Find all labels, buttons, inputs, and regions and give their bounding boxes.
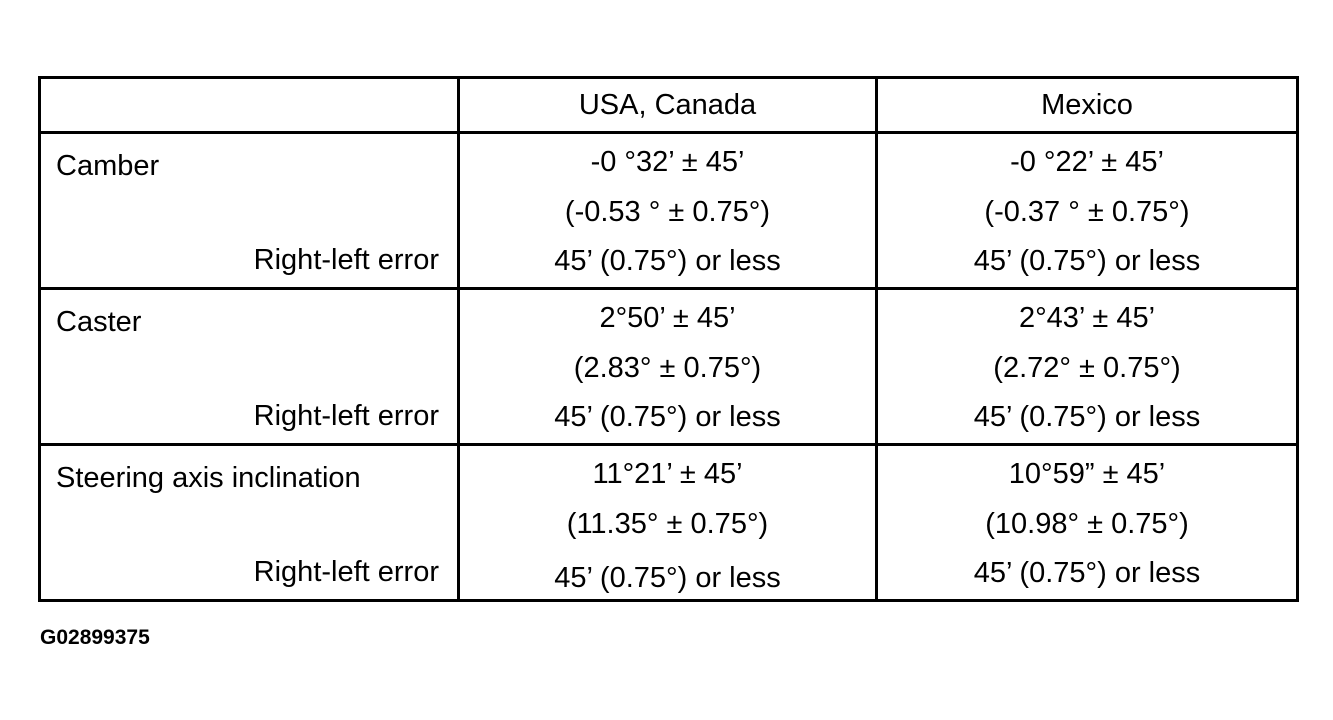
nominal-value: -0 °32’ ± 45’ xyxy=(590,146,745,178)
decimal-value: (-0.37 ° ± 0.75°) xyxy=(984,196,1190,228)
table-row-camber xyxy=(40,133,1298,289)
value-cell-usa xyxy=(459,133,877,289)
nominal-value: -0 °22’ ± 45’ xyxy=(1010,146,1164,178)
value-cell-mexico xyxy=(877,445,1298,601)
table-row-steering-axis-inclination xyxy=(40,445,1298,601)
param-name: Steering axis inclination xyxy=(56,462,361,494)
decimal-value: (2.83° ± 0.75°) xyxy=(573,352,762,384)
right-left-error-value: 45’ (0.75°) or less xyxy=(973,557,1201,589)
decimal-value: (10.98° ± 0.75°) xyxy=(985,508,1189,540)
value-cell-usa xyxy=(459,445,877,601)
nominal-value: 2°43’ ± 45’ xyxy=(1018,302,1156,334)
param-sub-label: Right-left error xyxy=(253,556,439,588)
param-sub-label: Right-left error xyxy=(253,400,439,432)
header-row xyxy=(40,78,1298,133)
param-cell xyxy=(40,445,459,601)
decimal-value: (11.35° ± 0.75°) xyxy=(566,508,769,540)
param-cell xyxy=(40,133,459,289)
param-sub-label: Right-left error xyxy=(253,244,439,276)
header-mexico: Mexico xyxy=(877,78,1298,133)
decimal-value: (-0.53 ° ± 0.75°) xyxy=(564,196,771,228)
header-usa-canada: USA, Canada xyxy=(459,78,877,133)
table-row-caster xyxy=(40,289,1298,445)
param-cell xyxy=(40,289,459,445)
nominal-value: 11°21’ ± 45’ xyxy=(592,458,743,490)
param-name: Camber xyxy=(56,150,160,182)
header-blank-cell xyxy=(40,78,459,133)
value-cell-mexico xyxy=(877,289,1298,445)
nominal-value: 10°59” ± 45’ xyxy=(1008,458,1166,490)
right-left-error-value: 45’ (0.75°) or less xyxy=(973,401,1201,433)
figure-code: G02899375 xyxy=(40,626,150,649)
right-left-error-value: 45’ (0.75°) or less xyxy=(973,245,1201,277)
alignment-spec-table xyxy=(38,76,1299,602)
decimal-value: (2.72° ± 0.75°) xyxy=(993,352,1181,384)
value-cell-mexico xyxy=(877,133,1298,289)
right-left-error-value: 45’ (0.75°) or less xyxy=(554,562,781,594)
right-left-error-value: 45’ (0.75°) or less xyxy=(554,401,781,433)
nominal-value: 2°50’ ± 45’ xyxy=(599,302,736,334)
right-left-error-value: 45’ (0.75°) or less xyxy=(554,245,781,277)
param-name: Caster xyxy=(56,306,142,338)
value-cell-usa xyxy=(459,289,877,445)
